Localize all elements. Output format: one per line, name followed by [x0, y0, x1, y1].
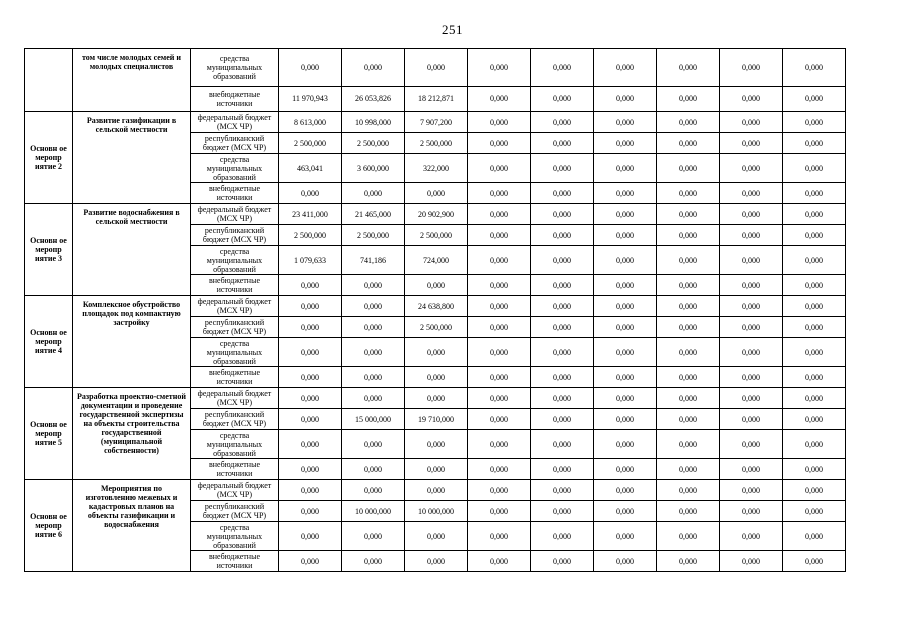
amount-cell: 0,000 [657, 183, 720, 204]
amount-cell: 0,000 [783, 296, 846, 317]
page-number: 251 [442, 22, 463, 37]
amount-cell: 0,000 [279, 317, 342, 338]
amount-cell: 0,000 [279, 430, 342, 459]
amount-cell: 0,000 [720, 204, 783, 225]
budget-table [24, 48, 846, 572]
amount-cell: 0,000 [279, 338, 342, 367]
amount-cell: 15 000,000 [342, 409, 405, 430]
amount-cell: 0,000 [342, 551, 405, 572]
activity-name: Развитие газификации в сельской местности [73, 112, 191, 204]
amount-cell: 0,000 [720, 338, 783, 367]
amount-cell: 0,000 [594, 409, 657, 430]
amount-cell: 322,000 [405, 154, 468, 183]
amount-cell: 2 500,000 [342, 225, 405, 246]
amount-cell: 0,000 [279, 501, 342, 522]
amount-cell: 0,000 [720, 49, 783, 87]
amount-cell: 0,000 [279, 388, 342, 409]
amount-cell: 0,000 [594, 459, 657, 480]
amount-cell: 0,000 [279, 522, 342, 551]
amount-cell: 0,000 [342, 459, 405, 480]
activity-code: Основн ое меропр иятие 5 [25, 388, 73, 480]
amount-cell: 0,000 [405, 430, 468, 459]
amount-cell: 2 500,000 [279, 133, 342, 154]
amount-cell: 0,000 [531, 183, 594, 204]
amount-cell: 0,000 [657, 246, 720, 275]
amount-cell: 0,000 [405, 551, 468, 572]
amount-cell: 0,000 [720, 275, 783, 296]
amount-cell: 0,000 [531, 338, 594, 367]
amount-cell: 0,000 [720, 225, 783, 246]
amount-cell: 0,000 [657, 275, 720, 296]
amount-cell: 0,000 [657, 480, 720, 501]
amount-cell: 0,000 [531, 112, 594, 133]
amount-cell: 0,000 [279, 275, 342, 296]
amount-cell: 0,000 [279, 183, 342, 204]
amount-cell: 0,000 [279, 551, 342, 572]
amount-cell: 741,186 [342, 246, 405, 275]
amount-cell: 0,000 [783, 183, 846, 204]
amount-cell: 0,000 [468, 154, 531, 183]
funding-source: федеральный бюджет (МСХ ЧР) [191, 112, 279, 133]
amount-cell: 0,000 [531, 409, 594, 430]
amount-cell: 0,000 [279, 480, 342, 501]
funding-source: федеральный бюджет (МСХ ЧР) [191, 480, 279, 501]
amount-cell: 0,000 [531, 275, 594, 296]
amount-cell: 0,000 [468, 296, 531, 317]
amount-cell: 0,000 [468, 49, 531, 87]
amount-cell: 0,000 [594, 204, 657, 225]
amount-cell: 0,000 [783, 133, 846, 154]
amount-cell: 0,000 [594, 522, 657, 551]
amount-cell: 0,000 [657, 459, 720, 480]
amount-cell: 0,000 [405, 459, 468, 480]
amount-cell: 0,000 [342, 49, 405, 87]
activity-name: Развитие водоснабжения в сельской местности [73, 204, 191, 296]
amount-cell: 0,000 [720, 459, 783, 480]
amount-cell: 0,000 [468, 246, 531, 275]
amount-cell: 0,000 [405, 388, 468, 409]
funding-source: средства муниципальных образований [191, 246, 279, 275]
amount-cell: 0,000 [531, 204, 594, 225]
amount-cell: 0,000 [720, 409, 783, 430]
amount-cell: 0,000 [531, 480, 594, 501]
amount-cell: 8 613,000 [279, 112, 342, 133]
amount-cell: 2 500,000 [405, 133, 468, 154]
amount-cell: 0,000 [405, 338, 468, 367]
amount-cell: 0,000 [783, 501, 846, 522]
amount-cell: 0,000 [594, 154, 657, 183]
amount-cell: 0,000 [405, 480, 468, 501]
funding-source: республиканский бюджет (МСХ ЧР) [191, 501, 279, 522]
amount-cell: 0,000 [531, 246, 594, 275]
amount-cell: 0,000 [468, 480, 531, 501]
activity-name: Мероприятия по изготовлению межевых и кадастровых планов на объекты газификации и водоснабжения [73, 480, 191, 572]
amount-cell: 0,000 [342, 183, 405, 204]
amount-cell: 0,000 [468, 367, 531, 388]
amount-cell: 0,000 [468, 225, 531, 246]
funding-source: средства муниципальных образований [191, 49, 279, 87]
amount-cell: 0,000 [531, 86, 594, 111]
amount-cell: 0,000 [657, 551, 720, 572]
amount-cell: 0,000 [783, 112, 846, 133]
amount-cell: 0,000 [279, 459, 342, 480]
amount-cell: 0,000 [342, 317, 405, 338]
amount-cell: 23 411,000 [279, 204, 342, 225]
amount-cell: 0,000 [279, 367, 342, 388]
amount-cell: 0,000 [468, 430, 531, 459]
amount-cell: 0,000 [720, 154, 783, 183]
amount-cell: 0,000 [783, 154, 846, 183]
amount-cell: 0,000 [531, 501, 594, 522]
amount-cell: 0,000 [531, 154, 594, 183]
amount-cell: 0,000 [783, 551, 846, 572]
amount-cell: 0,000 [783, 367, 846, 388]
amount-cell: 0,000 [720, 388, 783, 409]
amount-cell: 24 638,800 [405, 296, 468, 317]
amount-cell: 0,000 [468, 459, 531, 480]
amount-cell: 0,000 [468, 204, 531, 225]
funding-source: внебюджетные источники [191, 459, 279, 480]
amount-cell: 10 000,000 [342, 501, 405, 522]
amount-cell: 10 998,000 [342, 112, 405, 133]
amount-cell: 0,000 [468, 338, 531, 367]
amount-cell: 21 465,000 [342, 204, 405, 225]
amount-cell: 0,000 [657, 388, 720, 409]
funding-source: внебюджетные источники [191, 551, 279, 572]
amount-cell: 0,000 [657, 317, 720, 338]
amount-cell: 0,000 [531, 367, 594, 388]
amount-cell: 0,000 [531, 522, 594, 551]
amount-cell: 0,000 [531, 388, 594, 409]
table-body [25, 49, 846, 572]
amount-cell: 0,000 [783, 86, 846, 111]
amount-cell: 0,000 [783, 49, 846, 87]
amount-cell: 0,000 [720, 480, 783, 501]
amount-cell: 0,000 [783, 409, 846, 430]
amount-cell: 0,000 [657, 501, 720, 522]
amount-cell: 0,000 [531, 430, 594, 459]
funding-source: внебюджетные источники [191, 183, 279, 204]
amount-cell: 0,000 [342, 338, 405, 367]
amount-cell: 0,000 [594, 246, 657, 275]
amount-cell: 1 079,633 [279, 246, 342, 275]
amount-cell: 0,000 [594, 296, 657, 317]
amount-cell: 18 212,871 [405, 86, 468, 111]
amount-cell: 0,000 [531, 49, 594, 87]
amount-cell: 0,000 [468, 551, 531, 572]
amount-cell: 0,000 [657, 409, 720, 430]
amount-cell: 20 902,900 [405, 204, 468, 225]
amount-cell: 0,000 [468, 409, 531, 430]
amount-cell: 0,000 [720, 551, 783, 572]
amount-cell: 0,000 [783, 480, 846, 501]
amount-cell: 0,000 [657, 133, 720, 154]
amount-cell: 0,000 [720, 522, 783, 551]
amount-cell: 0,000 [657, 338, 720, 367]
table-row [25, 112, 846, 133]
amount-cell: 0,000 [594, 480, 657, 501]
funding-source: средства муниципальных образований [191, 338, 279, 367]
amount-cell: 0,000 [531, 225, 594, 246]
amount-cell: 0,000 [720, 317, 783, 338]
activity-code: Основн ое меропр иятие 2 [25, 112, 73, 204]
amount-cell: 0,000 [342, 367, 405, 388]
amount-cell: 0,000 [783, 459, 846, 480]
amount-cell: 0,000 [657, 49, 720, 87]
amount-cell: 0,000 [657, 430, 720, 459]
activity-code: Основн ое меропр иятие 6 [25, 480, 73, 572]
amount-cell: 724,000 [405, 246, 468, 275]
funding-source: федеральный бюджет (МСХ ЧР) [191, 388, 279, 409]
amount-cell: 0,000 [468, 112, 531, 133]
amount-cell: 0,000 [594, 112, 657, 133]
amount-cell: 0,000 [783, 430, 846, 459]
amount-cell: 0,000 [720, 133, 783, 154]
amount-cell: 0,000 [531, 317, 594, 338]
amount-cell: 0,000 [468, 388, 531, 409]
amount-cell: 11 970,943 [279, 86, 342, 111]
amount-cell: 0,000 [279, 49, 342, 87]
amount-cell: 0,000 [342, 275, 405, 296]
amount-cell: 0,000 [720, 112, 783, 133]
amount-cell: 0,000 [657, 522, 720, 551]
amount-cell: 0,000 [342, 388, 405, 409]
amount-cell: 0,000 [468, 86, 531, 111]
amount-cell: 0,000 [468, 133, 531, 154]
amount-cell: 0,000 [783, 246, 846, 275]
amount-cell: 0,000 [594, 551, 657, 572]
amount-cell: 0,000 [783, 275, 846, 296]
amount-cell: 2 500,000 [279, 225, 342, 246]
amount-cell: 0,000 [342, 480, 405, 501]
amount-cell: 0,000 [783, 338, 846, 367]
amount-cell: 0,000 [531, 551, 594, 572]
amount-cell: 0,000 [342, 296, 405, 317]
table-row [25, 480, 846, 501]
amount-cell: 7 907,200 [405, 112, 468, 133]
funding-source: федеральный бюджет (МСХ ЧР) [191, 296, 279, 317]
amount-cell: 0,000 [783, 388, 846, 409]
amount-cell: 3 600,000 [342, 154, 405, 183]
amount-cell: 0,000 [783, 225, 846, 246]
funding-source: федеральный бюджет (МСХ ЧР) [191, 204, 279, 225]
amount-cell: 0,000 [783, 204, 846, 225]
amount-cell: 0,000 [405, 275, 468, 296]
funding-source: средства муниципальных образований [191, 522, 279, 551]
amount-cell: 0,000 [594, 133, 657, 154]
amount-cell: 0,000 [720, 430, 783, 459]
amount-cell: 0,000 [405, 49, 468, 87]
amount-cell: 0,000 [531, 133, 594, 154]
amount-cell: 0,000 [468, 501, 531, 522]
amount-cell: 0,000 [657, 86, 720, 111]
amount-cell: 26 053,826 [342, 86, 405, 111]
amount-cell: 0,000 [468, 522, 531, 551]
amount-cell: 0,000 [594, 317, 657, 338]
amount-cell: 0,000 [594, 367, 657, 388]
funding-source: средства муниципальных образований [191, 430, 279, 459]
amount-cell: 0,000 [468, 183, 531, 204]
amount-cell: 2 500,000 [405, 317, 468, 338]
amount-cell: 0,000 [468, 317, 531, 338]
amount-cell: 0,000 [594, 86, 657, 111]
amount-cell: 0,000 [594, 225, 657, 246]
table-row [25, 204, 846, 225]
activity-name: том числе молодых семей и молодых специалистов [73, 49, 191, 112]
amount-cell: 0,000 [720, 183, 783, 204]
amount-cell: 0,000 [594, 183, 657, 204]
amount-cell: 0,000 [720, 367, 783, 388]
amount-cell: 0,000 [657, 225, 720, 246]
amount-cell: 0,000 [657, 112, 720, 133]
amount-cell: 0,000 [405, 522, 468, 551]
amount-cell: 0,000 [531, 459, 594, 480]
amount-cell: 0,000 [594, 430, 657, 459]
table-row [25, 296, 846, 317]
amount-cell: 10 000,000 [405, 501, 468, 522]
funding-source: внебюджетные источники [191, 275, 279, 296]
amount-cell: 0,000 [657, 154, 720, 183]
activity-code: Основн ое меропр иятие 4 [25, 296, 73, 388]
amount-cell: 0,000 [405, 367, 468, 388]
amount-cell: 0,000 [783, 522, 846, 551]
amount-cell: 0,000 [783, 317, 846, 338]
amount-cell: 0,000 [720, 246, 783, 275]
amount-cell: 0,000 [594, 388, 657, 409]
amount-cell: 0,000 [531, 296, 594, 317]
amount-cell: 2 500,000 [342, 133, 405, 154]
funding-source: внебюджетные источники [191, 367, 279, 388]
amount-cell: 463,041 [279, 154, 342, 183]
table-row [25, 388, 846, 409]
funding-source: республиканский бюджет (МСХ ЧР) [191, 225, 279, 246]
amount-cell: 0,000 [720, 296, 783, 317]
funding-source: средства муниципальных образований [191, 154, 279, 183]
amount-cell: 0,000 [342, 430, 405, 459]
amount-cell: 0,000 [594, 275, 657, 296]
amount-cell: 19 710,000 [405, 409, 468, 430]
amount-cell: 0,000 [594, 338, 657, 367]
funding-source: республиканский бюджет (МСХ ЧР) [191, 409, 279, 430]
funding-source: республиканский бюджет (МСХ ЧР) [191, 317, 279, 338]
funding-source: внебюджетные источники [191, 86, 279, 111]
amount-cell: 0,000 [657, 296, 720, 317]
amount-cell: 0,000 [657, 367, 720, 388]
activity-name: Комплексное обустройство площадок под компактную застройку [73, 296, 191, 388]
activity-code [25, 49, 73, 112]
amount-cell: 0,000 [342, 522, 405, 551]
activity-name: Разработка проектно-сметной документации и проведение государственной экспертизы на объекты строительства государственной (муниципальной собственности) [73, 388, 191, 480]
table-row [25, 49, 846, 87]
amount-cell: 0,000 [720, 86, 783, 111]
amount-cell: 0,000 [657, 204, 720, 225]
activity-code: Основн ое меропр иятие 3 [25, 204, 73, 296]
amount-cell: 0,000 [279, 296, 342, 317]
amount-cell: 0,000 [594, 501, 657, 522]
amount-cell: 0,000 [594, 49, 657, 87]
amount-cell: 0,000 [468, 275, 531, 296]
funding-source: республиканский бюджет (МСХ ЧР) [191, 133, 279, 154]
amount-cell: 0,000 [405, 183, 468, 204]
amount-cell: 0,000 [720, 501, 783, 522]
amount-cell: 0,000 [279, 409, 342, 430]
amount-cell: 2 500,000 [405, 225, 468, 246]
